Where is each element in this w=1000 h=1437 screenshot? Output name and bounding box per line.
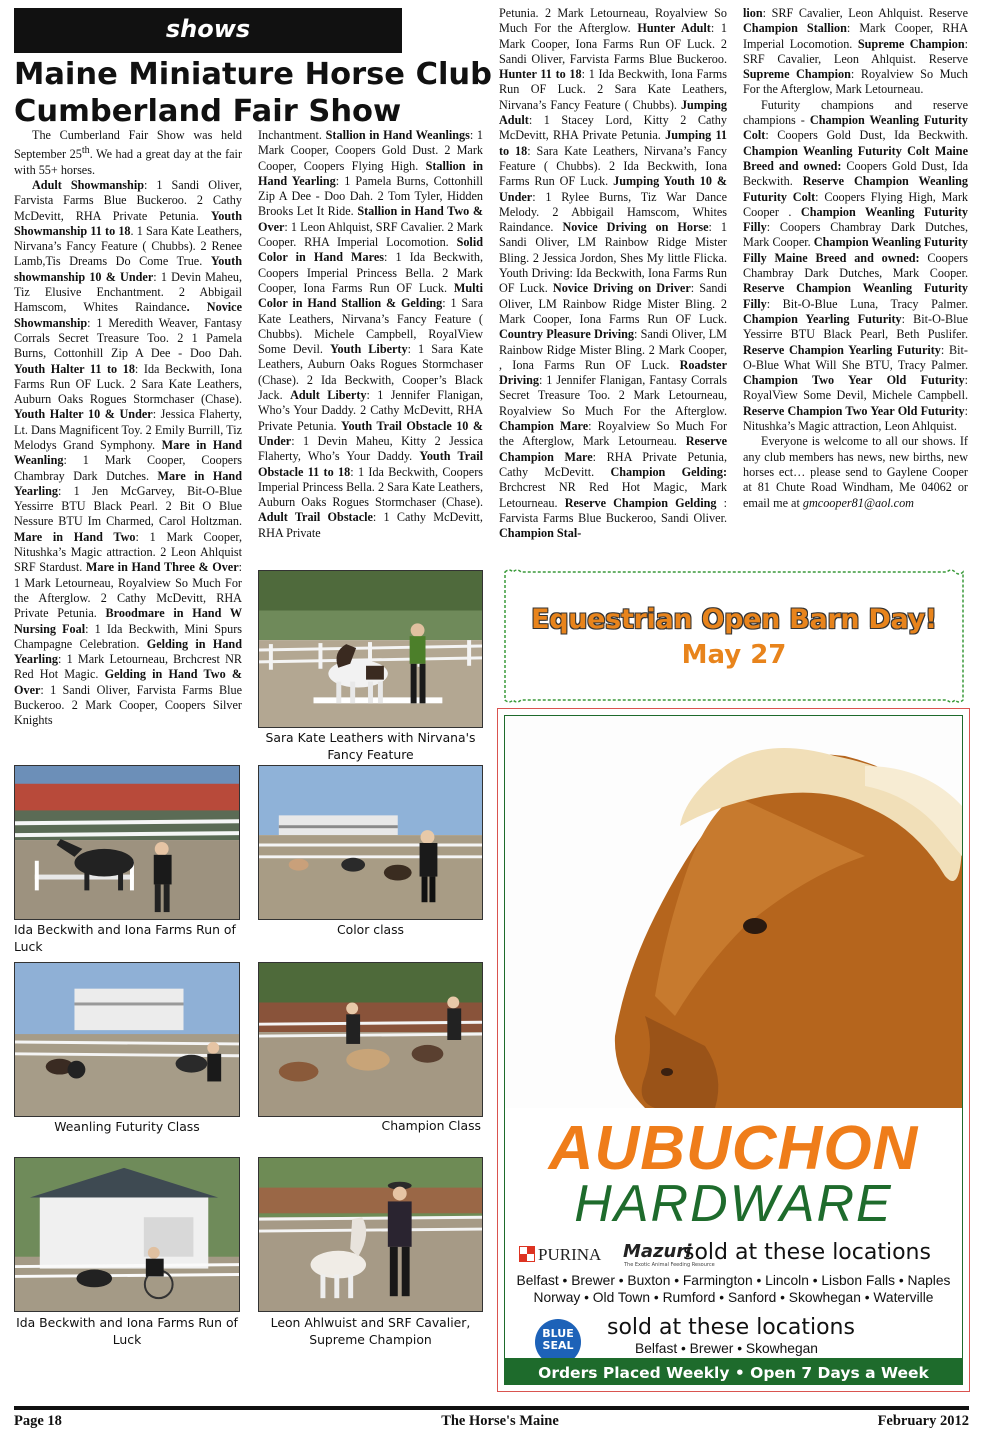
promo-title: Equestrian Open Barn Day! — [531, 604, 937, 635]
caption-photo-6: Ida Beckwith and Iona Farms Run of Luck — [16, 1315, 238, 1347]
store-locations-1: Belfast • Brewer • Buxton • Farmington • Lincoln • Lisbon Falls • Naples Norway • Old Town • Rumford • Sanford • Skowhegan • Waterville — [516, 1273, 951, 1305]
article-headline — [14, 56, 494, 130]
footer-rule — [14, 1406, 969, 1410]
ad-footer-banner: Orders Placed Weekly • Open 7 Days a Week — [505, 1358, 962, 1385]
horse-portrait-image — [505, 716, 962, 1108]
article-column-1: The Cumberland Fair Show was held September 25th. We had a great day at the fair with 55+ horses. Adult Showmanship: 1 Sandi Oliver, Farvista Farms Blue Buckeroo. 2 Cathy McDevitt, RHA Private Petunia. Youth Showmanship 11 to 18. 1 Sara Kate Leathers, Nirvana’s Fancy Feature ( Chubbs). 2 Renee Lamb,Tis Dreams Do Come True. Youth showmanship 10 & Under: 1 Devin Maheu, Tiz Elusive Enchantment. 2 Abbigail Hamscom, Whites Raindance. Novice Showmanship: 1 Meredith Weaver, Fantasy Corrals Secret Treasure Too. 2 1 Pamela Burns, Cottonhill Zip A Dee - Doo Dah. Youth Halter 11 to 18: Ida Beckwith, Iona Farms Run OF Luck. 2 Sara Kate Leathers, Auburn Oaks Rogues Stormchaser (Chase). Youth Halter 10 & Under: Jessica Flaherty, Lt. Dans Magnificent Toy. 2 Emily Burrill, Tiz Melodys Grand Symphony. Mare in Hand Weanling: 1 Mark Cooper, Coopers Chambray Dark Dutches. Mare in Hand Yearling: 1 Jen McGarvey, Bit-O-Blue Yessirre BTU Black Pearl. 2 Bit O Blue Nessure BTU Im Charmed, Carol Holtzman. Mare in Hand Two: 1 Mark Cooper, Nitushka’s Magic attraction. 2 Leon Ahlquist SRF Stardust. Mare in Hand Three & Over: 1 Mark Letourneau, Royalview So Much For the Afterglow. 2 Cathy McDevitt, RHA Private Petunia. Broodmare in Hand W Nursing Foal: 1 Ida Beckwith, Mini Spurs Champagne Celebration. Gelding in Hand Yearling: 1 Mark Letourneau, Brchcrest NR Red Hot Magic. Gelding in Hand Two & Over: 1 Sandi Oliver, Farvista Farms Blue Buckeroo. 2 Mark Cooper, Coopers Silver Knights — [14, 128, 242, 728]
photo-ida-beckwith-driving — [14, 1157, 240, 1312]
caption-photo-4: Weanling Futurity Class — [54, 1119, 200, 1134]
caption-photo-5: Champion Class — [381, 1118, 481, 1133]
mazuri-tagline: The Exotic Animal Feeding Resource — [624, 1262, 715, 1268]
caption-photo-1: Sara Kate Leathers with Nirvana's Fancy Feature — [265, 730, 476, 762]
sold-label-1: sold at these locations — [683, 1240, 931, 1265]
caption-photo-7: Leon Ahlwuist and SRF Cavalier, Supreme Champion — [270, 1315, 471, 1347]
purina-logo — [519, 1245, 601, 1265]
headline-line-2: Cumberland Fair Show — [14, 94, 402, 129]
purina-label: PURINA — [538, 1245, 602, 1264]
photo-champion-class — [258, 962, 483, 1117]
photo-color-class — [258, 765, 483, 920]
headline-line-1: Maine Miniature Horse Club — [14, 57, 492, 92]
photo-sara-kate-leathers — [258, 570, 483, 728]
store-locations-2: Belfast • Brewer • Skowhegan — [635, 1341, 818, 1356]
caption-photo-3: Color class — [336, 922, 405, 937]
caption-photo-2: Ida Beckwith and Iona Farms Run of Luck — [14, 922, 236, 954]
photo-leon-ahlwuist — [258, 1157, 483, 1312]
sold-label-2: sold at these locations — [607, 1315, 855, 1340]
issue-date: February 2012 — [877, 1413, 969, 1429]
publication-name: The Horse's Maine — [441, 1413, 559, 1429]
open-barn-day-promo — [499, 566, 969, 706]
article-column-2: Inchantment. Stallion in Hand Weanlings: 1 Mark Cooper, Coopers Gold Dust. 2 Mark Cooper, Coopers Flying High. Stallion in Hand Yearling: 1 Pamela Burns, Cottonhill Zip A Dee - Doo Dah. 2 Tom Tyler, Hidden Brooks Let It Ride. Stallion in Hand Two & Over: 1 Leon Ahlquist, SRF Cavalier. 2 Mark Cooper. RHA Imperial Locomotion. Solid Color in Hand Mares: 1 Ida Beckwith, Coopers Imperial Princess Bella. 2 Mark Cooper, Iona Farms Run OF Luck. Multi Color in Hand Stallion & Gelding: 1 Sara Kate Leathers, Nirvana’s Fancy Feature ( Chubbs). Michele Campbell, RoyalView Some Devil. Youth Liberty: 1 Sara Kate Leathers, Auburn Oaks Rogues Stormchaser (Chase). 2 Ida Beckwith, Cooper’s Black Jack. Adult Liberty: 1 Jennifer Flanigan, Who’s Your Daddy. 2 Cathy McDevitt, RHA Private Petunia. Youth Trail Obstacle 10 & Under: 1 Devin Maheu, Kitty 2 Jessica Flaherty, Who’s Your Daddy. Youth Trail Obstacle 11 to 18: 1 Ida Beckwith, Coopers Imperial Princess Bella. 2 Sara Kate Leathers, Auburn Oaks Rogues Stormchaser (Chase). Adult Trail Obstacle: 1 Cathy McDevitt, RHA Private — [258, 128, 483, 540]
scalloped-frame — [499, 566, 969, 706]
promo-date: May 27 — [681, 640, 787, 670]
photo-weanling-futurity — [14, 962, 240, 1117]
hardware-wordmark: HARDWARE — [574, 1175, 893, 1233]
page-number: Page 18 — [14, 1413, 62, 1429]
blue-seal-logo: BLUE SEAL — [535, 1319, 581, 1365]
aubuchon-hardware-ad — [497, 708, 970, 1392]
section-label: shows — [14, 8, 402, 53]
photo-ida-beckwith-jumping — [14, 765, 240, 920]
article-column-4: lion: SRF Cavalier, Leon Ahlquist. Reserve Champion Stallion: Mark Cooper, RHA Imperial Locomotion. Supreme Champion: SRF Cavalier, Leon Ahlquist. Reserve Supreme Champion: Royalview So Much For the Afterglow, Mark Letourneau. Futurity champions and reserve champions - Champion Weanling Futurity Colt: Coopers Gold Dust, Ida Beckwith. Champion Weanling Futurity Colt Maine Breed and owned: Coopers Gold Dust, Ida Beckwith. Reserve Champion Weanling Futurity Colt: Coopers Flying High, Mark Cooper . Champion Weanling Futurity Filly: Coopers Chambray Dark Dutches, Mark Cooper. Champion Weanling Futurity Filly Maine Breed and owned: Coopers Chambray Dark Dutches, Mark Cooper. Reserve Champion Weanling Futurity Filly: Bit-O-Blue Luna, Tracy Palmer. Champion Yearling Futurity: Bit-O-Blue Yessirre BTU Black Pearl, Beth Puslifer. Reserve Champion Yearling Futurity: Bit-O-Blue What Will She BTU, Tracy Palmer. Champion Two Year Old Futurity: RoyalView Some Devil, Michele Campbell. Reserve Champion Two Year Old Futurity: Nitushka’s Magic attraction, Leon Ahlquist. Everyone is welcome to all our shows. If any club members has news, new births, new horses ect… please send to Gaylene Cooper at 81 Chute Road Windham, Me 04062 or email me at gmcooper81@aol.com — [743, 6, 968, 510]
checkerboard-icon — [519, 1246, 535, 1262]
mazuri-logo: Mazuri — [623, 1241, 692, 1262]
aubuchon-wordmark: AUBUCHON — [548, 1114, 919, 1183]
article-column-3: Petunia. 2 Mark Letourneau, Royalview So Much For the Afterglow. Hunter Adult: 1 Mark Cooper, Iona Farms Run OF Luck. 2 Sandi Oliver, Farvista Farms Blue Buckeroo. Hunter 11 to 18: 1 Ida Beckwith, Iona Farms Run OF Luck. 2 Sara Kate Leathers, Nirvana’s Fancy Feature ( Chubbs). Jumping Adult: 1 Stacey Lord, Kitty 2 Cathy McDevitt, RHA Private Petunia. Jumping 11 to 18: Sara Kate Leathers, Nirvana’s Fancy Feature ( Chubbs). 2 Ida Beckwith, Iona Farms Run OF Luck. Jumping Youth 10 & Under: 1 Rylee Burns, Tiz War Dance Melody. 2 Abbigail Hamscom, Whites Raindance. Novice Driving on Horse: 1 Sandi Oliver, LM Rainbow Ridge Mister Bling. 2 Jessica Jordon, Shes My little Flicka. Youth Driving: Ida Beckwith, Iona Farms Run OF Luck. Novice Driving on Driver: Sandi Oliver, LM Rainbow Ridge Mister Bling. 2 Mark Cooper, Iona Farms Run OF Luck. Country Pleasure Driving: Sandi Oliver, LM Rainbow Ridge Mister Bling. 2 Mark Cooper, , Iona Farms Run OF Luck. Roadster Driving: 1 Jennifer Flanigan, Fantasy Corrals Secret Treasure Too. 2 Mark Letourneau, Royalview So Much For the Afterglow. Champion Mare: Royalview So Much For the Afterglow, Mark Letourneau. Reserve Champion Mare: RHA Private Petunia, Cathy McDevitt. Champion Gelding: Brchcrest NR Red Hot Magic, Mark Letourneau. Reserve Champion Gelding : Farvista Farms Blue Buckeroo, Sandi Oliver. Champion Stal- — [499, 6, 727, 541]
